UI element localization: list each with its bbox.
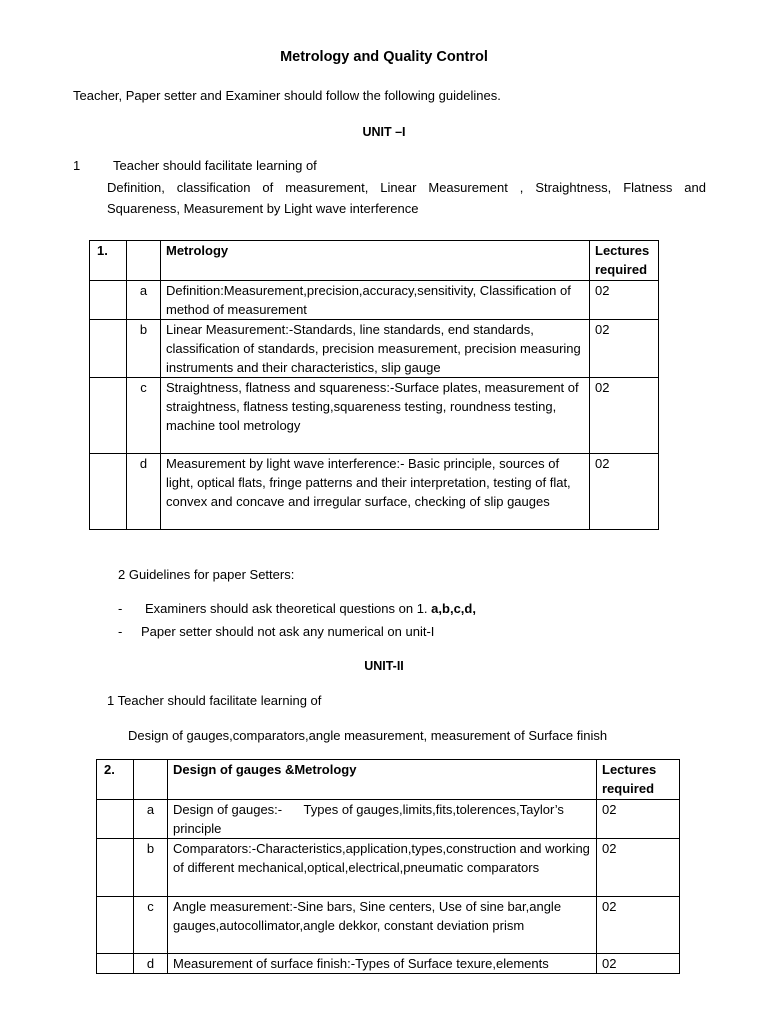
unit-2-heading: UNIT-II <box>364 659 404 673</box>
row-letter: c <box>134 897 168 954</box>
guidelines-heading: 2 Guidelines for paper Setters: <box>118 567 295 582</box>
row-letter: a <box>134 800 168 839</box>
row-lectures: 02 <box>590 454 659 530</box>
table-row <box>90 281 659 320</box>
unit-1-point-text: Teacher should facilitate learning of <box>113 158 317 173</box>
table-row <box>97 839 680 897</box>
guideline-bullet-1 <box>118 599 476 618</box>
row-lectures: 02 <box>597 839 680 897</box>
table-number: 1. <box>90 241 127 281</box>
bullet-1-bold: a,b,c,d, <box>431 601 476 616</box>
row-topic: Measurement of surface finish:-Types of Surface texure,elements <box>168 954 597 974</box>
row-lectures: 02 <box>597 897 680 954</box>
row-topic: Angle measurement:-Sine bars, Sine centers, Use of sine bar,angle gauges,autocollimator,angle dekkor, constant deviation prism <box>168 897 597 954</box>
table-row <box>97 954 680 974</box>
table-row <box>90 454 659 530</box>
row-lectures: 02 <box>597 800 680 839</box>
table-row <box>90 320 659 378</box>
table-header-row <box>90 241 659 281</box>
row-lectures: 02 <box>590 378 659 454</box>
table-blank-cell <box>134 760 168 800</box>
row-letter: d <box>127 454 161 530</box>
row-topic: Linear Measurement:-Standards, line standards, end standards, classification of standards, precision measurement, precision measuring instruments and their characteristics, slip gauge <box>161 320 590 378</box>
lectures-header: Lectures required <box>590 241 659 281</box>
table-blank-cell <box>127 241 161 281</box>
unit-2-point: 1 Teacher should facilitate learning of <box>107 693 322 708</box>
row-lectures: 02 <box>597 954 680 974</box>
table-heading: Metrology <box>161 241 590 281</box>
unit-1-point-number: 1 <box>73 158 81 173</box>
row-topic: Measurement by light wave interference:- Basic principle, sources of light, optical flats, fringe patterns and their interpretation, testing of flat, convex and concave and irregular surface, checking of slip gauges <box>161 454 590 530</box>
bullet-2-text: Paper setter should not ask any numerical on unit-I <box>141 624 435 639</box>
row-letter: b <box>127 320 161 378</box>
row-topic: Definition:Measurement,precision,accuracy,sensitivity, Classification of method of measurement <box>161 281 590 320</box>
table-header-row <box>97 760 680 800</box>
row-lectures: 02 <box>590 281 659 320</box>
row-letter: a <box>127 281 161 320</box>
unit-1-topics-line-1: Definition, classification of measurement, Linear Measurement , Straightness, Flatness and <box>107 180 706 195</box>
unit-1-syllabus-table <box>89 240 659 530</box>
lectures-header: Lectures required <box>597 760 680 800</box>
dash-bullet: - <box>118 624 123 639</box>
unit-2-syllabus-table <box>96 759 680 974</box>
row-letter: c <box>127 378 161 454</box>
table-number: 2. <box>97 760 134 800</box>
row-letter: b <box>134 839 168 897</box>
page-title: Metrology and Quality Control <box>280 49 488 65</box>
row-letter: d <box>134 954 168 974</box>
row-lectures: 02 <box>590 320 659 378</box>
bullet-1-text: Examiners should ask theoretical questions on 1. <box>145 601 428 616</box>
table-row <box>97 800 680 839</box>
dash-bullet: - <box>118 601 123 616</box>
row-topic: Straightness, flatness and squareness:-Surface plates, measurement of straightness, flatness testing,squareness testing, roundness testing, machine tool metrology <box>161 378 590 454</box>
row-topic: Design of gauges:- Types of gauges,limits,fits,tolerences,Taylor’s principle <box>168 800 597 839</box>
intro-text: Teacher, Paper setter and Examiner should follow the following guidelines. <box>73 88 501 103</box>
unit-1-heading: UNIT –I <box>362 125 406 139</box>
guideline-bullet-2 <box>118 622 434 641</box>
table-row <box>90 378 659 454</box>
table-heading: Design of gauges &Metrology <box>168 760 597 800</box>
table-row <box>97 897 680 954</box>
unit-2-topics: Design of gauges,comparators,angle measurement, measurement of Surface finish <box>128 728 608 743</box>
unit-1-topics-line-2: Squareness, Measurement by Light wave interference <box>107 201 419 216</box>
row-topic: Comparators:-Characteristics,application,types,construction and working of different mechanical,optical,electrical,pneumatic comparators <box>168 839 597 897</box>
